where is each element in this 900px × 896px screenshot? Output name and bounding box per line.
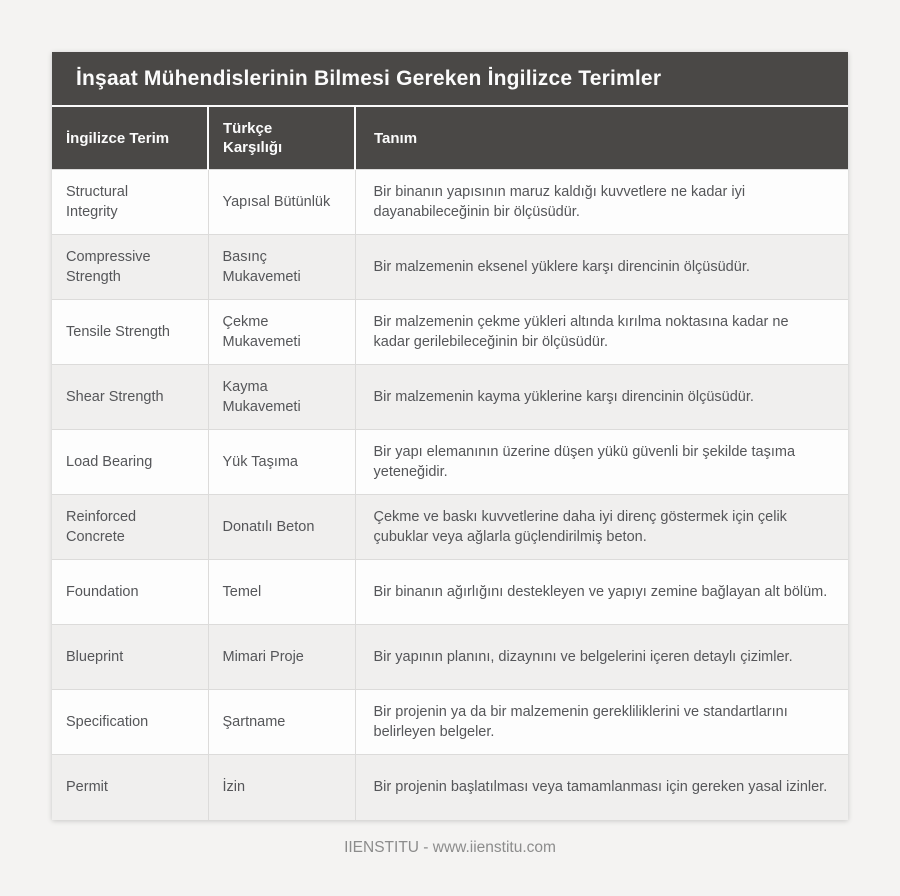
table-row <box>52 495 848 560</box>
table-row <box>52 625 848 690</box>
table-row <box>52 690 848 755</box>
translation-cell: Basınç Mukavemeti <box>208 235 355 300</box>
footer-credit: IIENSTITU - www.iienstitu.com <box>344 838 556 856</box>
table-row <box>52 170 848 235</box>
translation-cell: Yapısal Bütünlük <box>208 170 355 235</box>
translation-cell: Mimari Proje <box>208 625 355 690</box>
table-row <box>52 755 848 820</box>
definition-cell: Bir projenin başlatılması veya tamamlanması için gereken yasal izinler. <box>355 755 848 820</box>
translation-cell: Çekme Mukavemeti <box>208 300 355 365</box>
definition-cell: Bir malzemenin kayma yüklerine karşı direncinin ölçüsüdür. <box>355 365 848 430</box>
term-cell: Permit <box>52 755 208 820</box>
terms-table-card <box>52 52 848 820</box>
term-cell: Structural Integrity <box>52 170 208 235</box>
term-cell: Foundation <box>52 560 208 625</box>
translation-cell: İzin <box>208 755 355 820</box>
table-row <box>52 560 848 625</box>
definition-cell: Bir yapının planını, dizaynını ve belgelerini içeren detaylı çizimler. <box>355 625 848 690</box>
term-cell: Tensile Strength <box>52 300 208 365</box>
table-row <box>52 235 848 300</box>
header-row <box>52 106 848 170</box>
table-header <box>52 106 848 170</box>
term-cell: Reinforced Concrete <box>52 495 208 560</box>
table-row <box>52 430 848 495</box>
term-cell: Specification <box>52 690 208 755</box>
definition-cell: Bir malzemenin çekme yükleri altında kırılma noktasına kadar ne kadar gerilebileceğinin bir ölçüsüdür. <box>355 300 848 365</box>
terms-table <box>52 105 848 820</box>
translation-cell: Kayma Mukavemeti <box>208 365 355 430</box>
translation-cell: Şartname <box>208 690 355 755</box>
definition-cell: Çekme ve baskı kuvvetlerine daha iyi direnç göstermek için çelik çubuklar veya ağlarla güçlendirilmiş beton. <box>355 495 848 560</box>
translation-cell: Temel <box>208 560 355 625</box>
column-header-definition: Tanım <box>355 106 848 170</box>
definition-cell: Bir binanın ağırlığını destekleyen ve yapıyı zemine bağlayan alt bölüm. <box>355 560 848 625</box>
definition-cell: Bir yapı elemanının üzerine düşen yükü güvenli bir şekilde taşıma yeteneğidir. <box>355 430 848 495</box>
term-cell: Compressive Strength <box>52 235 208 300</box>
column-header-english-term: İngilizce Terim <box>52 106 208 170</box>
term-cell: Load Bearing <box>52 430 208 495</box>
term-cell: Blueprint <box>52 625 208 690</box>
translation-cell: Yük Taşıma <box>208 430 355 495</box>
definition-cell: Bir malzemenin eksenel yüklere karşı direncinin ölçüsüdür. <box>355 235 848 300</box>
term-cell: Shear Strength <box>52 365 208 430</box>
table-body <box>52 170 848 820</box>
page-title: İnşaat Mühendislerinin Bilmesi Gereken İngilizce Terimler <box>52 52 848 105</box>
definition-cell: Bir binanın yapısının maruz kaldığı kuvvetlere ne kadar iyi dayanabileceğinin bir ölçüsüdür. <box>355 170 848 235</box>
translation-cell: Donatılı Beton <box>208 495 355 560</box>
table-row <box>52 300 848 365</box>
table-row <box>52 365 848 430</box>
definition-cell: Bir projenin ya da bir malzemenin gerekliliklerini ve standartlarını belirleyen belgeler. <box>355 690 848 755</box>
column-header-turkish-translation: Türkçe Karşılığı <box>208 106 355 170</box>
